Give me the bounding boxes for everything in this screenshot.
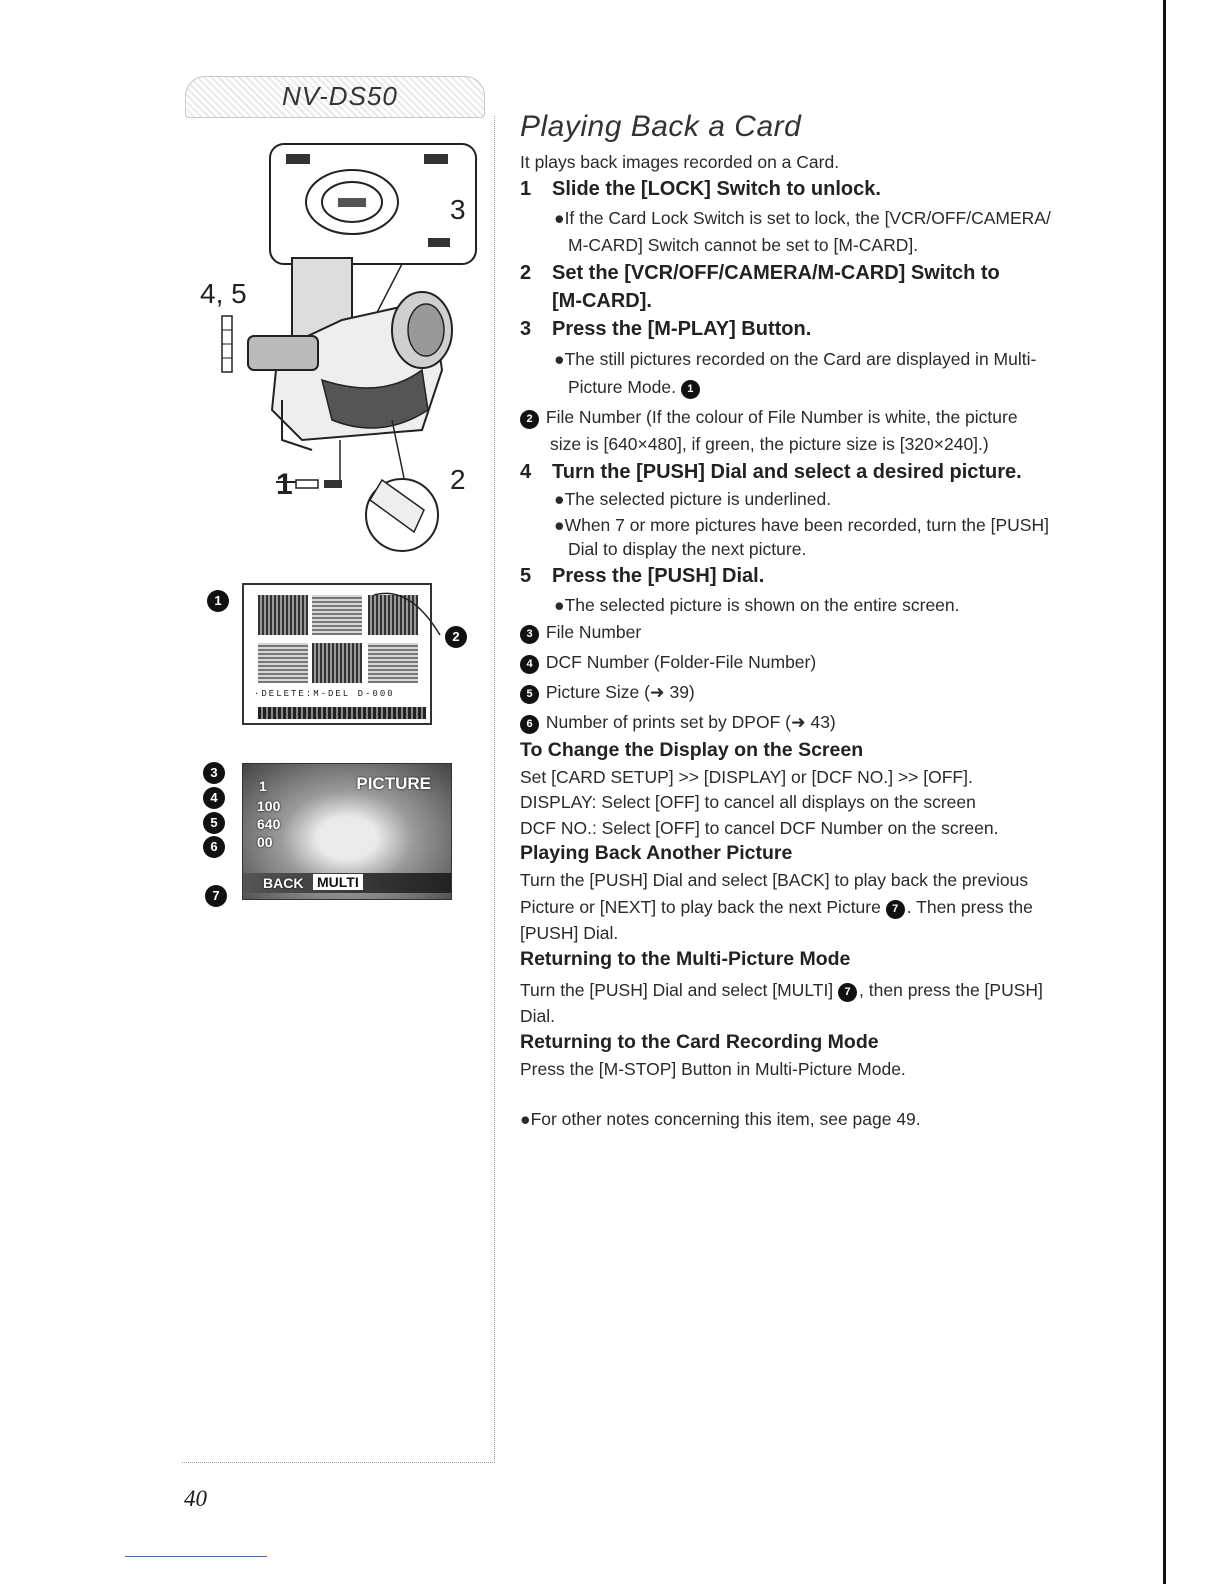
legend-text: Number of prints set by DPOF (➜ 43) (545, 712, 836, 732)
step-text: Press the [M-PLAY] Button. (552, 318, 812, 340)
photo-picture-label: PICTURE (356, 774, 431, 793)
legend-text: File Number (545, 622, 642, 642)
callout-badge-5-inline: 5 (520, 685, 539, 704)
callout-badge-4-inline: 4 (520, 655, 539, 674)
callout-badge-3: 3 (203, 762, 225, 784)
page-edge-line (1163, 0, 1166, 1584)
legend-item (520, 622, 641, 644)
section-line: Turn the [PUSH] Dial and select [BACK] to play back the previous (520, 870, 1029, 890)
step-text: Set the [VCR/OFF/CAMERA/M-CARD] Switch to (552, 262, 1000, 284)
step-2-continued: [M-CARD]. (552, 290, 652, 312)
callout-badge-4: 4 (203, 787, 225, 809)
label-step-1: 1 (276, 468, 293, 501)
model-name: NV-DS50 (282, 81, 398, 111)
photo-file-number: 1 (259, 778, 267, 794)
thumbnail (312, 595, 362, 635)
section-heading-card-recording: Returning to the Card Recording Mode (520, 1031, 879, 1053)
thumbnail (258, 595, 308, 635)
thumbnail-caption: ·DELETE:M-DEL D-000 (254, 689, 395, 699)
note-text: File Number (If the colour of File Number is white, the picture (545, 407, 1018, 427)
photo-picture-size: 640 (257, 816, 281, 832)
section-heading-multi-picture: Returning to the Multi-Picture Mode (520, 948, 851, 970)
file-number-note (520, 407, 1018, 429)
legend-item (520, 682, 695, 704)
camcorder-illustration (192, 140, 492, 560)
thumbnail (312, 643, 362, 683)
step-4-note: Dial to display the next picture. (568, 539, 807, 559)
footer-rule (125, 1556, 267, 1557)
callout-badge-7: 7 (205, 885, 227, 907)
step-4-note: ●The selected picture is underlined. (554, 489, 832, 509)
section-text: , then press the [PUSH] (859, 980, 1043, 1000)
step-1-note: ●If the Card Lock Switch is set to lock, the [VCR/OFF/CAMERA/ (554, 208, 1051, 228)
step-text: Turn the [PUSH] Dial and select a desired picture. (552, 461, 1022, 483)
section-line: [PUSH] Dial. (520, 923, 619, 943)
page-title: Playing Back a Card (520, 110, 802, 143)
callout-badge-2: 2 (445, 626, 467, 648)
callout-badge-1: 1 (207, 590, 229, 612)
step-5 (520, 565, 764, 588)
thumbnail (368, 643, 418, 683)
section-line: DCF NO.: Select [OFF] to cancel DCF Number on the screen. (520, 818, 999, 838)
step-4-note: ●When 7 or more pictures have been recorded, turn the [PUSH] (554, 515, 1049, 535)
photo-menu-bar (243, 873, 451, 893)
step-5-note: ●The selected picture is shown on the entire screen. (554, 595, 960, 615)
label-step-4-5: 4, 5 (200, 278, 247, 309)
thumbnail (258, 643, 308, 683)
step-text: Press the [PUSH] Dial. (552, 565, 765, 587)
callout-badge-3-inline: 3 (520, 625, 539, 644)
legend-text: DCF Number (Folder-File Number) (545, 652, 817, 672)
photo-print-count: 00 (257, 834, 273, 850)
step-number: 5 (520, 565, 532, 587)
section-line: Set [CARD SETUP] >> [DISPLAY] or [DCF NO.] >> [OFF]. (520, 767, 973, 787)
step-number: 2 (520, 262, 532, 284)
intro-text: It plays back images recorded on a Card. (520, 152, 840, 172)
page-number: 40 (184, 1486, 207, 1511)
step-number: 3 (520, 318, 532, 340)
step-4 (520, 461, 1022, 484)
step-3-note: ●The still pictures recorded on the Card are displayed in Multi- (554, 349, 1037, 369)
file-number-note: size is [640×480], if green, the picture size is [320×240].) (550, 434, 989, 454)
step-1 (520, 178, 881, 201)
step-3 (520, 318, 811, 341)
note-text: Picture Mode. (568, 377, 676, 397)
callout-badge-1-inline: 1 (681, 380, 700, 399)
callout-line-2 (370, 585, 450, 645)
footnote: ●For other notes concerning this item, see page 49. (520, 1109, 921, 1129)
model-banner (185, 76, 485, 118)
callout-badge-2-inline: 2 (520, 410, 539, 429)
photo-dcf-number: 100 (257, 798, 281, 814)
legend-item (520, 652, 816, 674)
step-number: 1 (520, 178, 532, 200)
section-line: Dial. (520, 1006, 556, 1026)
step-text: Slide the [LOCK] Switch to unlock. (552, 178, 881, 200)
callout-badge-6: 6 (203, 836, 225, 858)
thumbnail-menu-bar (258, 707, 426, 719)
photo-multi-label: MULTI (313, 874, 363, 890)
callout-badge-7-inline: 7 (886, 900, 905, 919)
callout-badge-6-inline: 6 (520, 715, 539, 734)
full-screen-picture (242, 763, 452, 900)
label-step-3: 3 (450, 194, 466, 225)
section-line: Press the [M-STOP] Button in Multi-Picture Mode. (520, 1059, 906, 1079)
section-text: Turn the [PUSH] Dial and select [MULTI] (520, 980, 834, 1000)
section-heading-another-picture: Playing Back Another Picture (520, 842, 793, 864)
section-line (520, 980, 1043, 1002)
section-text: . Then press the (906, 897, 1033, 917)
label-step-2: 2 (450, 464, 466, 495)
callout-badge-5: 5 (203, 812, 225, 834)
section-line (520, 897, 1033, 919)
step-number: 4 (520, 461, 532, 483)
step-3-note (568, 377, 702, 399)
section-text: Picture or [NEXT] to play back the next Picture (520, 897, 881, 917)
section-line: DISPLAY: Select [OFF] to cancel all displays on the screen (520, 792, 976, 812)
callout-badge-7-inline: 7 (838, 983, 857, 1002)
legend-text: Picture Size (➜ 39) (545, 682, 695, 702)
photo-back-label: BACK (263, 875, 304, 891)
legend-item (520, 712, 836, 734)
step-1-note: M-CARD] Switch cannot be set to [M-CARD]. (568, 235, 919, 255)
section-heading-change-display: To Change the Display on the Screen (520, 739, 864, 761)
step-2 (520, 262, 1000, 285)
